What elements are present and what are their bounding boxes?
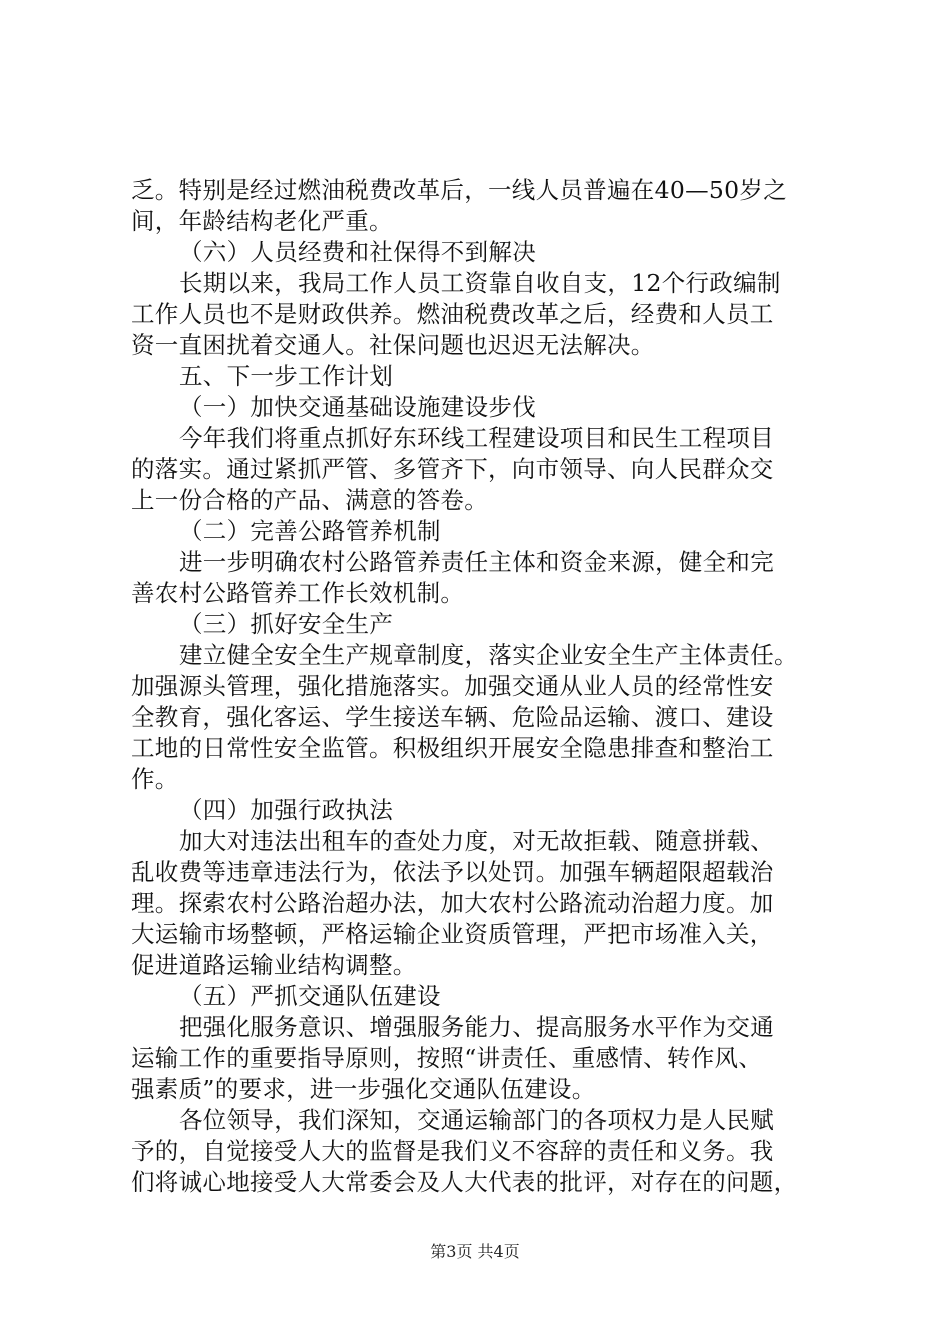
- text-line: 加强源头管理，强化措施落实。加强交通从业人员的经常性安: [131, 672, 774, 700]
- text-line: 理。探索农村公路治超办法，加大农村公路流动治超力度。加: [131, 889, 774, 917]
- text-line: 运输工作的重要指导原则，按照“讲责任、重感情、转作风、: [131, 1044, 763, 1072]
- text-line: 资一直困扰着交通人。社保问题也迟迟无法解决。: [131, 331, 655, 359]
- text-line: 长期以来，我局工作人员工资靠自收自支，12个行政编制: [179, 269, 781, 297]
- text-line: 全教育，强化客运、学生接送车辆、危险品运输、渡口、建设: [131, 703, 774, 731]
- text-line: 乏。特别是经过燃油税费改革后，一线人员普遍在40—50岁之: [131, 176, 788, 204]
- text-line: 作。: [131, 765, 179, 793]
- text-line: 加大对违法出租车的查处力度，对无故拒载、随意拼载、: [179, 827, 774, 855]
- text-line: 予的，自觉接受人大的监督是我们义不容辞的责任和义务。我: [131, 1137, 774, 1165]
- text-line: 把强化服务意识、增强服务能力、提高服务水平作为交通: [179, 1013, 774, 1041]
- section-heading: 五、下一步工作计划: [179, 362, 394, 390]
- text-line: 乱收费等违章违法行为，依法予以处罚。加强车辆超限超载治: [131, 858, 774, 886]
- text-line: 上一份合格的产品、满意的答卷。: [131, 486, 488, 514]
- section-heading: （五）严抓交通队伍建设: [179, 982, 441, 1010]
- section-heading: （三）抓好安全生产: [179, 610, 394, 638]
- section-heading: （二）完善公路管养机制: [179, 517, 441, 545]
- text-line: 建立健全安全生产规章制度，落实企业安全生产主体责任。: [179, 641, 798, 669]
- text-line: 的落实。通过紧抓严管、多管齐下，向市领导、向人民群众交: [131, 455, 774, 483]
- text-line: 工作人员也不是财政供养。燃油税费改革之后，经费和人员工: [131, 300, 774, 328]
- section-heading: （六）人员经费和社保得不到解决: [179, 238, 536, 266]
- text-line: 工地的日常性安全监管。积极组织开展安全隐患排查和整治工: [131, 734, 774, 762]
- section-heading: （一）加快交通基础设施建设步伐: [179, 393, 536, 421]
- text-line: 促进道路运输业结构调整。: [131, 951, 417, 979]
- text-line: 大运输市场整顿，严格运输企业资质管理，严把市场准入关，: [131, 920, 774, 948]
- section-heading: （四）加强行政执法: [179, 796, 394, 824]
- text-line: 间，年龄结构老化严重。: [131, 207, 393, 235]
- text-line: 进一步明确农村公路管养责任主体和资金来源，健全和完: [179, 548, 774, 576]
- page-number-footer: 第3页 共4页: [430, 1242, 520, 1261]
- text-line: 强素质”的要求，进一步强化交通队伍建设。: [131, 1075, 596, 1103]
- text-line: 各位领导，我们深知，交通运输部门的各项权力是人民赋: [179, 1106, 774, 1134]
- text-line: 今年我们将重点抓好东环线工程建设项目和民生工程项目: [179, 424, 774, 452]
- text-line: 善农村公路管养工作长效机制。: [131, 579, 465, 607]
- text-line: 们将诚心地接受人大常委会及人大代表的批评，对存在的问题，: [131, 1168, 798, 1196]
